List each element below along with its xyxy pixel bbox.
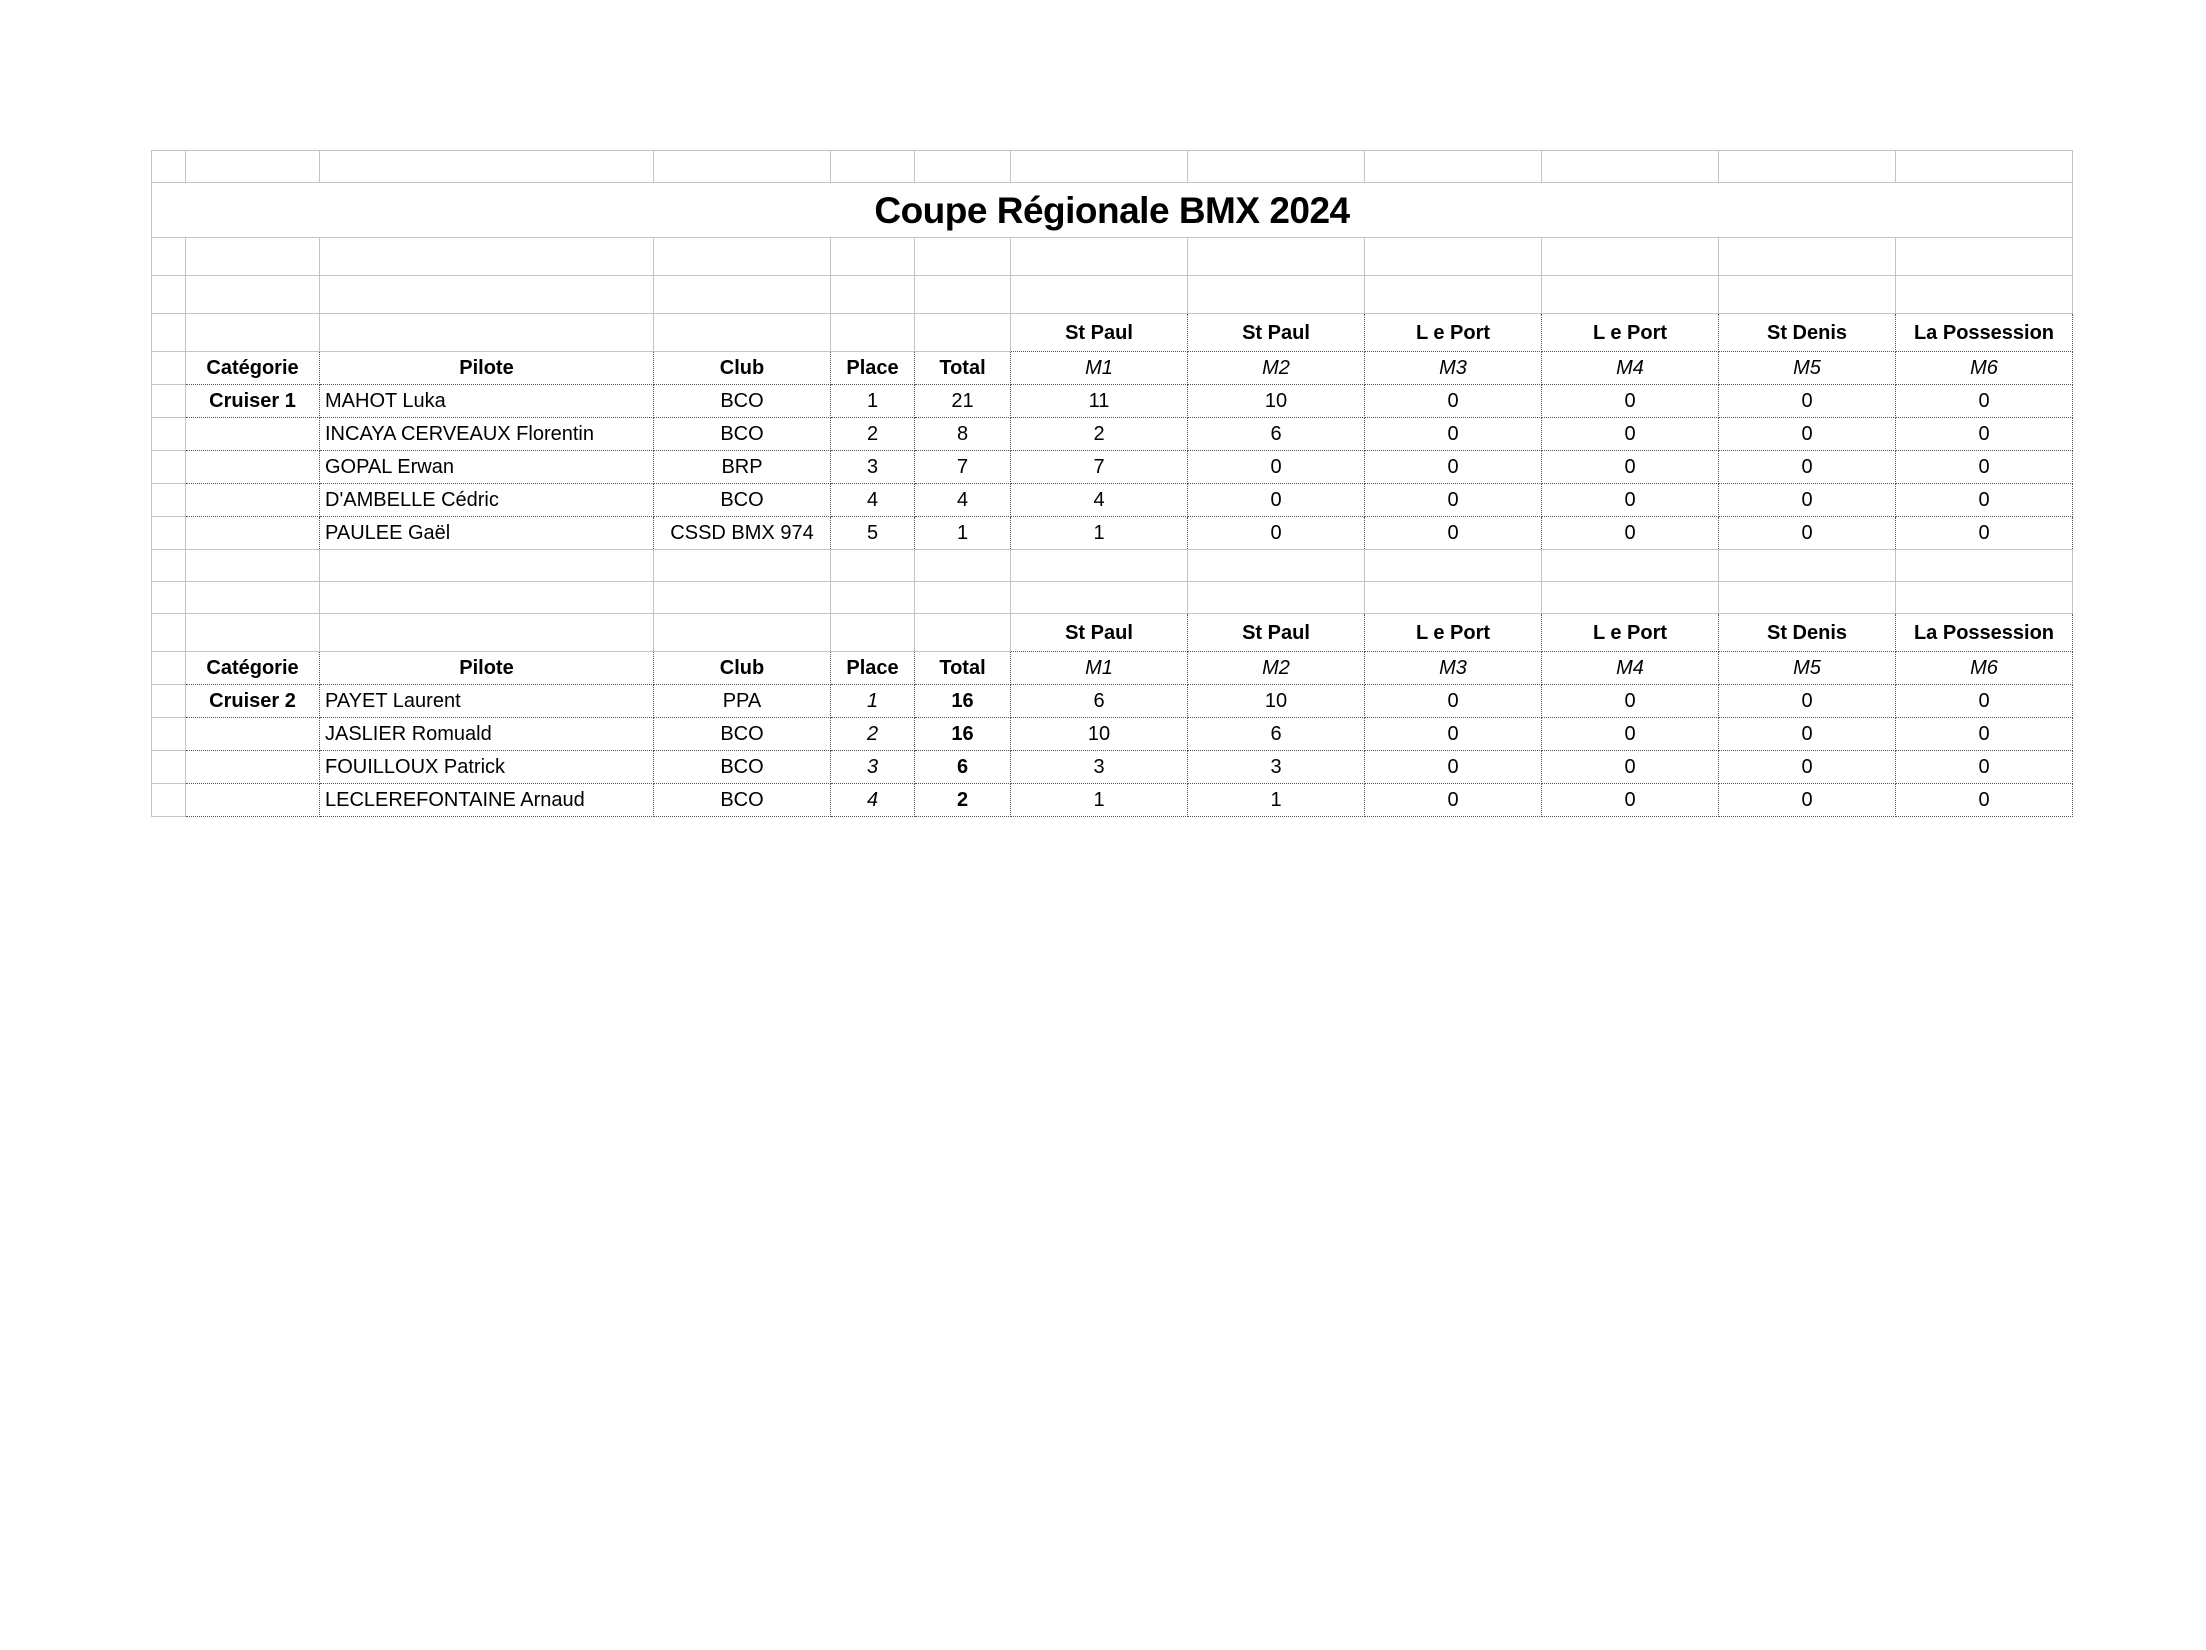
club-cell[interactable]: CSSD BMX 974 <box>654 517 831 550</box>
pilote-cell[interactable]: FOUILLOUX Patrick <box>320 751 654 784</box>
empty-cell[interactable] <box>1542 550 1719 582</box>
empty-cell[interactable] <box>1365 238 1542 276</box>
empty-cell[interactable] <box>152 418 186 451</box>
categorie-cell[interactable] <box>186 484 320 517</box>
place-cell[interactable]: 1 <box>831 685 915 718</box>
empty-row <box>152 582 2073 614</box>
score-cell[interactable]: 0 <box>1542 784 1719 817</box>
empty-cell[interactable] <box>152 718 186 751</box>
empty-cell[interactable] <box>1188 582 1365 614</box>
score-cell[interactable]: 11 <box>1011 385 1188 418</box>
categorie-cell[interactable] <box>186 751 320 784</box>
table-row <box>152 685 2073 718</box>
venue-header[interactable]: L e Port <box>1542 614 1719 652</box>
score-cell[interactable]: 10 <box>1011 718 1188 751</box>
venue-header[interactable]: St Paul <box>1011 314 1188 352</box>
empty-cell[interactable] <box>831 582 915 614</box>
empty-cell[interactable] <box>831 151 915 183</box>
empty-cell[interactable] <box>320 151 654 183</box>
pilote-cell[interactable]: INCAYA CERVEAUX Florentin <box>320 418 654 451</box>
empty-cell[interactable] <box>1365 151 1542 183</box>
pilote-cell[interactable]: PAYET Laurent <box>320 685 654 718</box>
total-cell[interactable]: 16 <box>915 685 1011 718</box>
score-cell[interactable]: 0 <box>1365 718 1542 751</box>
categorie-cell[interactable] <box>186 718 320 751</box>
empty-cell[interactable] <box>1011 582 1188 614</box>
empty-cell[interactable] <box>1896 550 2073 582</box>
empty-cell[interactable] <box>152 276 186 314</box>
score-cell[interactable]: 0 <box>1542 484 1719 517</box>
empty-cell[interactable] <box>152 151 186 183</box>
empty-cell[interactable] <box>152 582 186 614</box>
column-header-row <box>152 652 2073 685</box>
score-cell[interactable]: 0 <box>1365 484 1542 517</box>
place-cell[interactable]: 2 <box>831 718 915 751</box>
club-cell[interactable]: BCO <box>654 718 831 751</box>
score-cell[interactable]: 0 <box>1365 418 1542 451</box>
header-place[interactable]: Place <box>831 352 915 385</box>
score-cell[interactable]: 0 <box>1542 385 1719 418</box>
empty-cell[interactable] <box>654 314 831 352</box>
score-cell[interactable]: 1 <box>1011 784 1188 817</box>
empty-cell[interactable] <box>186 614 320 652</box>
empty-cell[interactable] <box>152 784 186 817</box>
empty-cell[interactable] <box>1188 238 1365 276</box>
empty-cell[interactable] <box>915 550 1011 582</box>
header-categorie[interactable]: Catégorie <box>186 652 320 685</box>
score-cell[interactable]: 0 <box>1365 451 1542 484</box>
header-manche[interactable]: M3 <box>1365 652 1542 685</box>
empty-cell[interactable] <box>152 652 186 685</box>
empty-cell[interactable] <box>1365 582 1542 614</box>
empty-cell[interactable] <box>1011 151 1188 183</box>
pilote-cell[interactable]: LECLEREFONTAINE Arnaud <box>320 784 654 817</box>
header-manche[interactable]: M6 <box>1896 652 2073 685</box>
empty-cell[interactable] <box>1365 276 1542 314</box>
score-cell[interactable]: 0 <box>1542 718 1719 751</box>
empty-cell[interactable] <box>1188 151 1365 183</box>
table-row <box>152 784 2073 817</box>
empty-row <box>152 276 2073 314</box>
header-categorie[interactable]: Catégorie <box>186 352 320 385</box>
empty-cell[interactable] <box>186 314 320 352</box>
score-cell[interactable]: 0 <box>1365 385 1542 418</box>
score-cell[interactable]: 0 <box>1719 751 1896 784</box>
empty-cell[interactable] <box>831 238 915 276</box>
club-cell[interactable]: PPA <box>654 685 831 718</box>
categorie-cell[interactable]: Cruiser 1 <box>186 385 320 418</box>
empty-cell[interactable] <box>831 276 915 314</box>
empty-cell[interactable] <box>152 238 186 276</box>
club-cell[interactable]: BRP <box>654 451 831 484</box>
empty-cell[interactable] <box>1011 238 1188 276</box>
score-cell[interactable]: 0 <box>1542 517 1719 550</box>
empty-cell[interactable] <box>654 238 831 276</box>
venue-header[interactable]: St Denis <box>1719 314 1896 352</box>
score-cell[interactable]: 0 <box>1896 451 2073 484</box>
empty-cell[interactable] <box>915 314 1011 352</box>
header-manche[interactable]: M4 <box>1542 652 1719 685</box>
club-cell[interactable]: BCO <box>654 751 831 784</box>
score-cell[interactable]: 0 <box>1719 517 1896 550</box>
empty-cell[interactable] <box>915 151 1011 183</box>
venue-header[interactable]: St Denis <box>1719 614 1896 652</box>
empty-cell[interactable] <box>654 276 831 314</box>
pilote-cell[interactable]: D'AMBELLE Cédric <box>320 484 654 517</box>
total-cell[interactable]: 1 <box>915 517 1011 550</box>
score-cell[interactable]: 0 <box>1719 451 1896 484</box>
total-cell[interactable]: 2 <box>915 784 1011 817</box>
score-cell[interactable]: 6 <box>1188 418 1365 451</box>
empty-cell[interactable] <box>186 151 320 183</box>
empty-cell[interactable] <box>831 614 915 652</box>
empty-cell[interactable] <box>320 276 654 314</box>
score-cell[interactable]: 0 <box>1896 517 2073 550</box>
score-cell[interactable]: 0 <box>1896 685 2073 718</box>
score-cell[interactable]: 6 <box>1011 685 1188 718</box>
pilote-cell[interactable]: MAHOT Luka <box>320 385 654 418</box>
place-cell[interactable]: 4 <box>831 784 915 817</box>
empty-cell[interactable] <box>915 276 1011 314</box>
categorie-cell[interactable]: Cruiser 2 <box>186 685 320 718</box>
column-header-row <box>152 352 2073 385</box>
score-cell[interactable]: 1 <box>1011 517 1188 550</box>
header-manche[interactable]: M5 <box>1719 352 1896 385</box>
empty-cell[interactable] <box>320 314 654 352</box>
pilote-cell[interactable]: GOPAL Erwan <box>320 451 654 484</box>
empty-cell[interactable] <box>1896 276 2073 314</box>
score-cell[interactable]: 0 <box>1188 484 1365 517</box>
club-cell[interactable]: BCO <box>654 784 831 817</box>
empty-cell[interactable] <box>1542 276 1719 314</box>
header-manche[interactable]: M2 <box>1188 352 1365 385</box>
empty-cell[interactable] <box>152 484 186 517</box>
score-cell[interactable]: 6 <box>1188 718 1365 751</box>
page-title[interactable]: Coupe Régionale BMX 2024 <box>152 183 2073 238</box>
categorie-cell[interactable] <box>186 418 320 451</box>
empty-cell[interactable] <box>915 614 1011 652</box>
club-cell[interactable]: BCO <box>654 484 831 517</box>
venue-header[interactable]: L e Port <box>1542 314 1719 352</box>
header-total[interactable]: Total <box>915 352 1011 385</box>
empty-cell[interactable] <box>1011 276 1188 314</box>
empty-cell[interactable] <box>1896 238 2073 276</box>
score-cell[interactable]: 2 <box>1011 418 1188 451</box>
score-cell[interactable]: 0 <box>1719 685 1896 718</box>
score-cell[interactable]: 0 <box>1896 418 2073 451</box>
table-row <box>152 517 2073 550</box>
score-cell[interactable]: 10 <box>1188 685 1365 718</box>
score-cell[interactable]: 0 <box>1542 751 1719 784</box>
empty-cell[interactable] <box>1719 550 1896 582</box>
empty-cell[interactable] <box>152 314 186 352</box>
header-pilote[interactable]: Pilote <box>320 652 654 685</box>
empty-cell[interactable] <box>915 582 1011 614</box>
empty-cell[interactable] <box>186 582 320 614</box>
empty-cell[interactable] <box>1542 238 1719 276</box>
header-manche[interactable]: M4 <box>1542 352 1719 385</box>
empty-cell[interactable] <box>1719 151 1896 183</box>
empty-cell[interactable] <box>186 550 320 582</box>
table-row <box>152 718 2073 751</box>
header-manche[interactable]: M3 <box>1365 352 1542 385</box>
total-cell[interactable]: 4 <box>915 484 1011 517</box>
header-place[interactable]: Place <box>831 652 915 685</box>
total-cell[interactable]: 21 <box>915 385 1011 418</box>
empty-cell[interactable] <box>1719 582 1896 614</box>
empty-cell[interactable] <box>1188 276 1365 314</box>
venue-header[interactable]: St Paul <box>1188 614 1365 652</box>
venue-header[interactable]: L e Port <box>1365 614 1542 652</box>
place-cell[interactable]: 3 <box>831 451 915 484</box>
score-cell[interactable]: 7 <box>1011 451 1188 484</box>
table-row <box>152 751 2073 784</box>
score-cell[interactable]: 10 <box>1188 385 1365 418</box>
empty-cell[interactable] <box>1719 238 1896 276</box>
score-cell[interactable]: 0 <box>1896 385 2073 418</box>
venue-header[interactable]: L e Port <box>1365 314 1542 352</box>
score-cell[interactable]: 0 <box>1365 751 1542 784</box>
header-club[interactable]: Club <box>654 652 831 685</box>
score-cell[interactable]: 0 <box>1365 517 1542 550</box>
empty-cell[interactable] <box>654 582 831 614</box>
table-row <box>152 418 2073 451</box>
header-manche[interactable]: M5 <box>1719 652 1896 685</box>
empty-cell[interactable] <box>1365 550 1542 582</box>
empty-cell[interactable] <box>152 751 186 784</box>
score-cell[interactable]: 0 <box>1719 718 1896 751</box>
empty-cell[interactable] <box>320 238 654 276</box>
results-sheet <box>151 150 2073 817</box>
header-manche[interactable]: M1 <box>1011 352 1188 385</box>
pilote-cell[interactable]: JASLIER Romuald <box>320 718 654 751</box>
total-cell[interactable]: 7 <box>915 451 1011 484</box>
table-row <box>152 484 2073 517</box>
header-total[interactable]: Total <box>915 652 1011 685</box>
venue-row <box>152 314 2073 352</box>
empty-cell[interactable] <box>152 352 186 385</box>
score-cell[interactable]: 0 <box>1896 718 2073 751</box>
venue-row <box>152 614 2073 652</box>
score-cell[interactable]: 0 <box>1719 385 1896 418</box>
empty-cell[interactable] <box>831 314 915 352</box>
empty-cell[interactable] <box>186 238 320 276</box>
categorie-cell[interactable] <box>186 517 320 550</box>
header-pilote[interactable]: Pilote <box>320 352 654 385</box>
score-cell[interactable]: 3 <box>1011 751 1188 784</box>
empty-cell[interactable] <box>1896 582 2073 614</box>
total-cell[interactable]: 8 <box>915 418 1011 451</box>
pilote-cell[interactable]: PAULEE Gaël <box>320 517 654 550</box>
empty-cell[interactable] <box>152 685 186 718</box>
empty-cell[interactable] <box>152 385 186 418</box>
empty-row <box>152 550 2073 582</box>
venue-header[interactable]: La Possession <box>1896 314 2073 352</box>
score-cell[interactable]: 0 <box>1542 451 1719 484</box>
header-manche[interactable]: M6 <box>1896 352 2073 385</box>
score-cell[interactable]: 0 <box>1365 784 1542 817</box>
club-cell[interactable]: BCO <box>654 418 831 451</box>
categorie-cell[interactable] <box>186 451 320 484</box>
table-row <box>152 385 2073 418</box>
venue-header[interactable]: St Paul <box>1011 614 1188 652</box>
empty-row <box>152 151 2073 183</box>
place-cell[interactable]: 2 <box>831 418 915 451</box>
score-cell[interactable]: 4 <box>1011 484 1188 517</box>
total-cell[interactable]: 6 <box>915 751 1011 784</box>
score-cell[interactable]: 0 <box>1188 517 1365 550</box>
score-cell[interactable]: 0 <box>1896 484 2073 517</box>
score-cell[interactable]: 0 <box>1896 751 2073 784</box>
empty-cell[interactable] <box>152 451 186 484</box>
empty-cell[interactable] <box>320 550 654 582</box>
empty-cell[interactable] <box>320 582 654 614</box>
total-cell[interactable]: 16 <box>915 718 1011 751</box>
header-manche[interactable]: M1 <box>1011 652 1188 685</box>
score-cell[interactable]: 0 <box>1719 484 1896 517</box>
place-cell[interactable]: 1 <box>831 385 915 418</box>
empty-cell[interactable] <box>152 614 186 652</box>
venue-header[interactable]: La Possession <box>1896 614 2073 652</box>
empty-cell[interactable] <box>915 238 1011 276</box>
place-cell[interactable]: 4 <box>831 484 915 517</box>
empty-cell[interactable] <box>186 276 320 314</box>
score-cell[interactable]: 0 <box>1365 685 1542 718</box>
score-cell[interactable]: 0 <box>1896 784 2073 817</box>
empty-cell[interactable] <box>831 550 915 582</box>
venue-header[interactable]: St Paul <box>1188 314 1365 352</box>
empty-row <box>152 238 2073 276</box>
empty-cell[interactable] <box>1719 276 1896 314</box>
empty-cell[interactable] <box>1011 550 1188 582</box>
header-manche[interactable]: M2 <box>1188 652 1365 685</box>
score-cell[interactable]: 0 <box>1719 418 1896 451</box>
header-club[interactable]: Club <box>654 352 831 385</box>
empty-cell[interactable] <box>152 517 186 550</box>
club-cell[interactable]: BCO <box>654 385 831 418</box>
empty-cell[interactable] <box>1188 550 1365 582</box>
score-cell[interactable]: 0 <box>1542 685 1719 718</box>
table-row <box>152 451 2073 484</box>
empty-cell[interactable] <box>1896 151 2073 183</box>
empty-cell[interactable] <box>654 151 831 183</box>
categorie-cell[interactable] <box>186 784 320 817</box>
empty-cell[interactable] <box>1542 151 1719 183</box>
score-cell[interactable]: 0 <box>1719 784 1896 817</box>
score-cell[interactable]: 1 <box>1188 784 1365 817</box>
empty-cell[interactable] <box>320 614 654 652</box>
empty-cell[interactable] <box>1542 582 1719 614</box>
empty-cell[interactable] <box>152 550 186 582</box>
score-cell[interactable]: 0 <box>1542 418 1719 451</box>
empty-cell[interactable] <box>654 550 831 582</box>
place-cell[interactable]: 3 <box>831 751 915 784</box>
place-cell[interactable]: 5 <box>831 517 915 550</box>
empty-cell[interactable] <box>654 614 831 652</box>
score-cell[interactable]: 0 <box>1188 451 1365 484</box>
score-cell[interactable]: 3 <box>1188 751 1365 784</box>
